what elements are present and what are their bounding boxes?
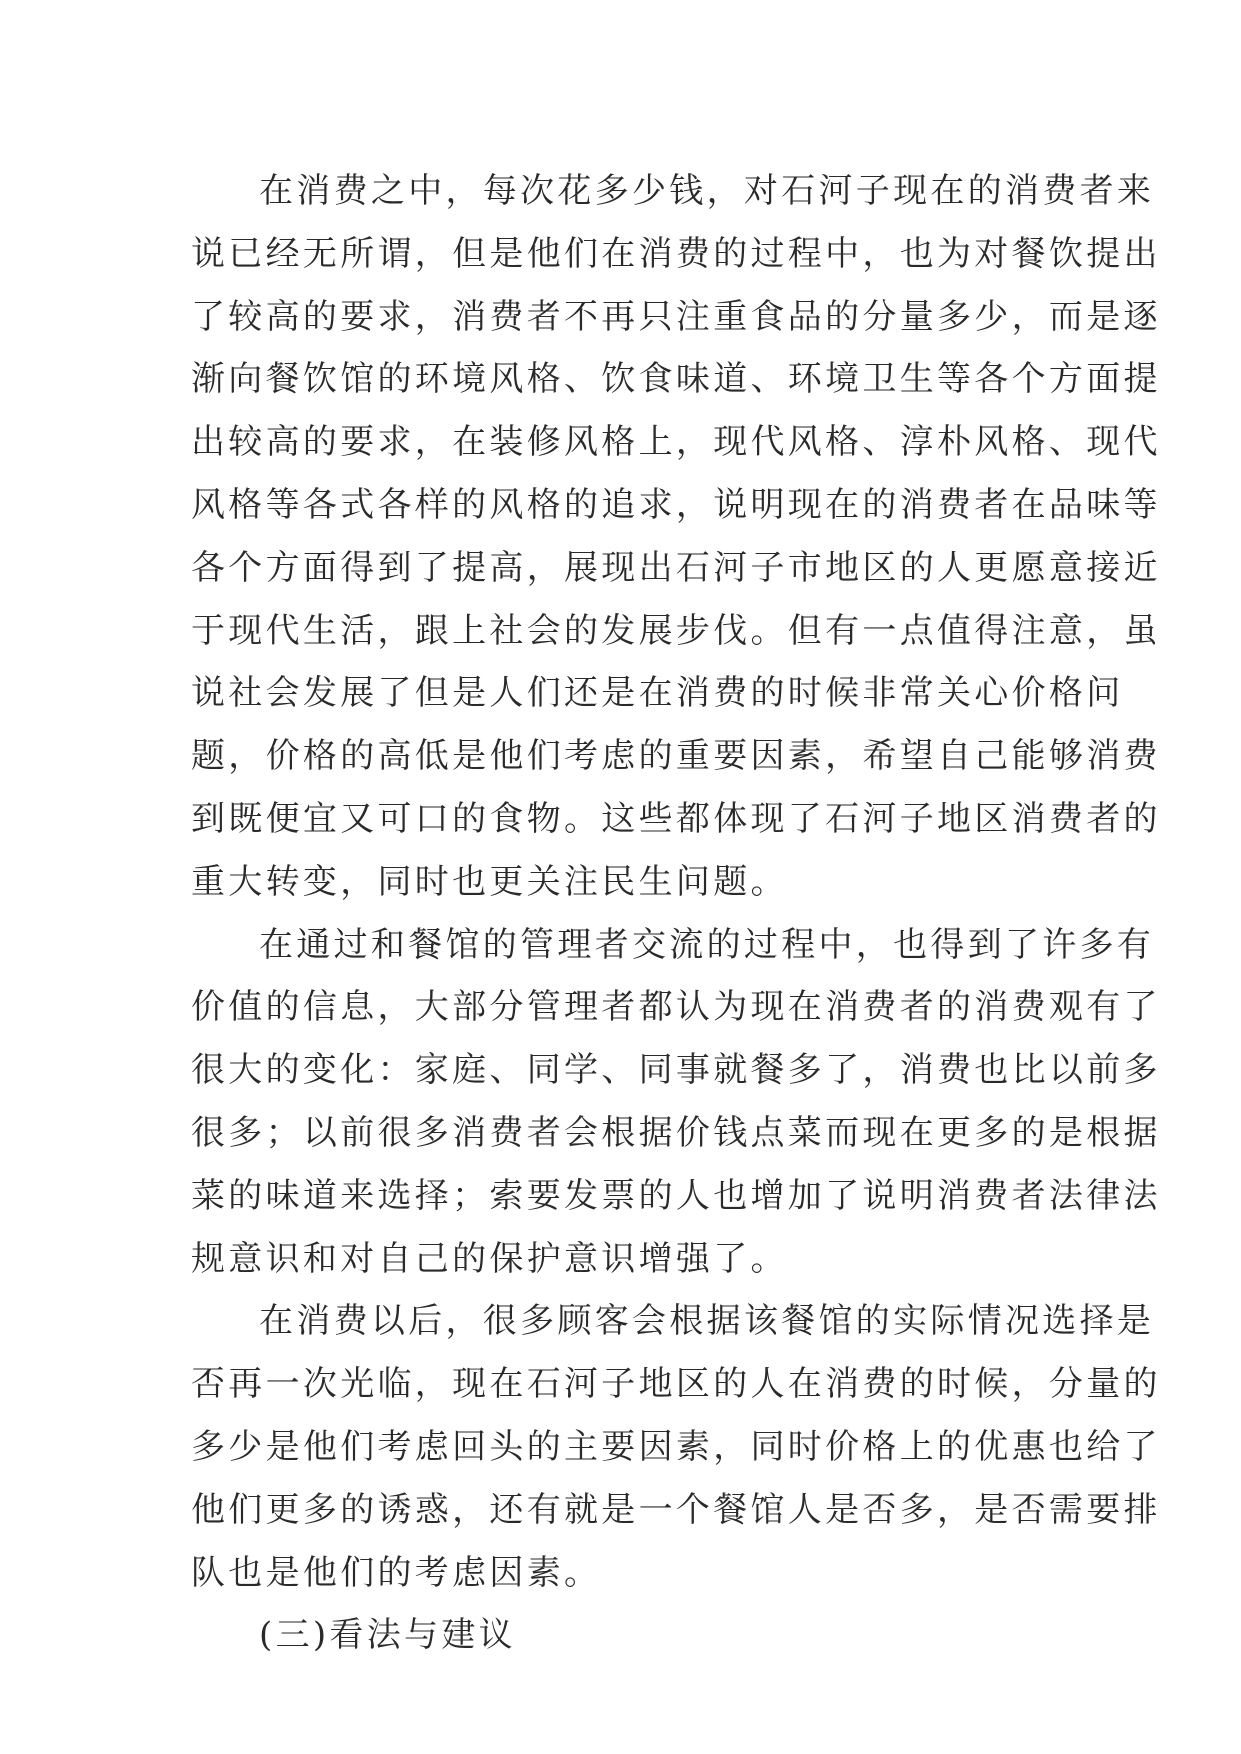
text-line: 题，价格的高低是他们考虑的重要因素，希望自己能够消费 — [191, 736, 1161, 777]
text-line: 否再一次光临，现在石河子地区的人在消费的时候，分量的 — [191, 1364, 1161, 1405]
text-line: 出较高的要求，在装修风格上，现代风格、淳朴风格、现代 — [191, 422, 1161, 463]
text-line: 很大的变化：家庭、同学、同事就餐多了，消费也比以前多 — [191, 1050, 1161, 1091]
text-line: 各个方面得到了提高，展现出石河子市地区的人更愿意接近 — [191, 547, 1161, 588]
paragraph-after-consumption — [191, 1290, 1161, 1604]
text-line: 说已经无所谓，但是他们在消费的过程中，也为对餐饮提出 — [191, 233, 1161, 274]
document-body — [191, 160, 1161, 1667]
text-line: 渐向餐饮馆的环境风格、饮食味道、环境卫生等各个方面提 — [191, 359, 1161, 400]
text-line: 规意识和对自己的保护意识增强了。 — [191, 1238, 788, 1279]
text-line: 于现代生活，跟上社会的发展步伐。但有一点值得注意，虽 — [191, 610, 1161, 651]
text-line: 在消费以后，很多顾客会根据该餐馆的实际情况选择是 — [259, 1301, 1155, 1342]
text-line: 队也是他们的考虑因素。 — [191, 1552, 602, 1593]
paragraph-consumption-requirements — [191, 160, 1161, 914]
paragraph-manager-interviews — [191, 914, 1161, 1291]
text-line: 说社会发展了但是人们还是在消费的时候非常关心价格问 — [191, 673, 1124, 714]
text-line: 在消费之中，每次花多少钱，对石河子现在的消费者来 — [259, 171, 1155, 211]
text-line: 很多；以前很多消费者会根据价钱点菜而现在更多的是根据 — [191, 1112, 1161, 1153]
text-line: 重大转变，同时也更关注民生问题。 — [191, 861, 788, 902]
text-line: 了较高的要求，消费者不再只注重食品的分量多少，而是逐 — [191, 296, 1161, 337]
text-line: 多少是他们考虑回头的主要因素，同时价格上的优惠也给了 — [191, 1426, 1161, 1467]
text-line: 风格等各式各样的风格的追求，说明现在的消费者在品味等 — [191, 484, 1161, 525]
text-line: 在通过和餐馆的管理者交流的过程中，也得到了许多有 — [259, 924, 1155, 965]
text-line: 到既便宜又可口的食物。这些都体现了石河子地区消费者的 — [191, 798, 1161, 839]
text-line: 价值的信息，大部分管理者都认为现在消费者的消费观有了 — [191, 987, 1161, 1028]
text-line: 菜的味道来选择；索要发票的人也增加了说明消费者法律法 — [191, 1175, 1161, 1216]
section-heading: (三)看法与建议 — [259, 1615, 516, 1656]
text-line: 他们更多的诱惑，还有就是一个餐馆人是否多，是否需要排 — [191, 1489, 1161, 1530]
